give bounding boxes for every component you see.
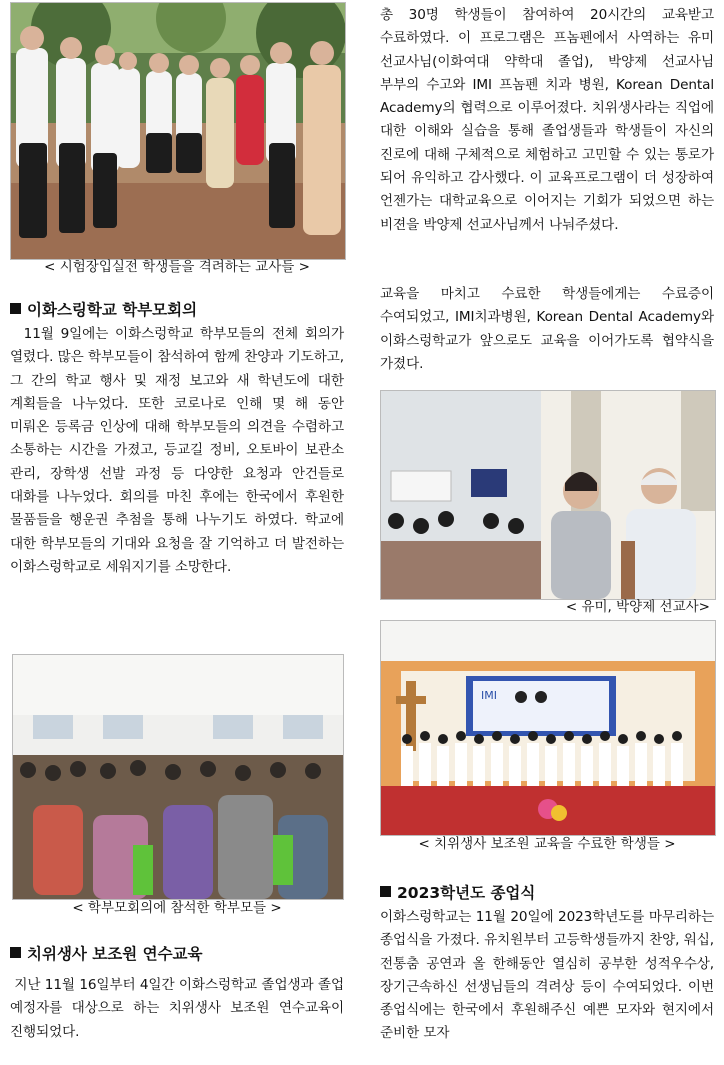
section-heading (10, 300, 197, 320)
photo-dental-class-image (381, 391, 715, 599)
photo-dental-class (380, 390, 716, 600)
heading-bullet-icon (380, 886, 391, 897)
section-body: 교육을 마치고 수료한 학생들에게는 수료증이 수여되었고, IMI치과병원, Korean Dental Academy와 이화스렁학교가 앞으로도 교육을 이어가도록 협약식을 가졌다. (380, 286, 714, 372)
photo-dental-graduates (380, 620, 716, 836)
photo-students-teachers (10, 2, 346, 260)
photo-caption: < 시험장입실전 학생들을 격려하는 교사들 > (44, 259, 310, 275)
section-body: 지난 11월 16일부터 4일간 이화스렁학교 졸업생과 졸업 예정자를 대상으로 하는 치위생사 보조원 연수교육이 진행되었다. (10, 977, 349, 1040)
photo-caption: < 유미, 박양제 선교사> (565, 599, 710, 615)
section-heading (380, 883, 535, 903)
heading-bullet-icon (10, 303, 21, 314)
section-heading-text: 이화스링학교 학부모회의 (27, 301, 198, 319)
photo-students-teachers-image (11, 3, 345, 259)
heading-bullet-icon (10, 947, 21, 958)
section-body: 총 30명 학생들이 참여하여 20시간의 교육받고 수료하였다. 이 프로그램은 프놈펜에서 사역하는 유미 선교사님(이화여대 약학대 졸업), 박양제 선교사님 부부의 수고와 IMI 프놈펜 치과 병원, Korean Dental Academy의 협력으로 이루어졌다. 치위생사라는 직업에 대한 이해와 실습을 통해 졸업생들과 학생들이 자신의 진로에 대해 구체적으로 체험하고 고민할 수 있는 통로가 되어 유익하고 감사했다. 이 교육프로그램이 더 성장하여 언젠가는 대학교육으로 이어지는 기회가 되었으면 하는 비젼을 박양제 선교사님께서 나눠주셨다. (380, 7, 714, 233)
section-heading-text: 2023학년도 종업식 (397, 884, 536, 902)
photo-caption: < 치위생사 보조원 교육을 수료한 학생들 > (418, 836, 676, 852)
banner-text: IMI (481, 689, 497, 702)
section-body: 이화스렁학교는 11월 20일에 2023학년도를 마무리하는 종업식을 가졌다. 유치원부터 고등학생들까지 찬양, 워십, 전통춤 공연과 올 한해동안 열심히 공부한 성적우수상, 장기근속하신 선생님들의 격려상 등이 수여되었다. 이번 종업식에는 한국에서 후원해주신 예쁜 모자와 현지에서 준비한 모자 (380, 909, 714, 1042)
photo-dental-graduates-image (381, 621, 715, 835)
photo-parents-meeting-image (13, 655, 343, 899)
section-body: 11월 9일에는 이화스렁학교 학부모들의 전체 회의가 열렸다. 많은 학부모들이 참석하여 함께 찬양과 기도하고, 그 간의 학교 행사 및 재정 보고와 새 학년도에 대한 계획들을 나누었다. 또한 코로나로 인해 몇 해 동안 미뤄온 등록금 인상에 대해 학부모들의 의견을 수렴하고 소통하는 시간을 가졌고, 등교길 정비, 오토바이 보관소 관리, 장학생 선발 과정 등 다양한 요청과 안건들로 대화를 나누었다. 회의를 마친 후에는 한국에서 후원한 물품들을 행운권 추첨을 통해 나누기도 하였다. 학교에 대한 학부모들의 기대와 요청을 잘 기억하고 더 발전하는 이화스렁학교로 세워지기를 소망한다. (10, 326, 349, 575)
photo-parents-meeting (12, 654, 344, 900)
section-heading (10, 944, 203, 964)
photo-caption: < 학부모회의에 참석한 학부모들 > (72, 900, 282, 916)
section-heading-text: 치위생사 보조원 연수교육 (27, 945, 203, 963)
